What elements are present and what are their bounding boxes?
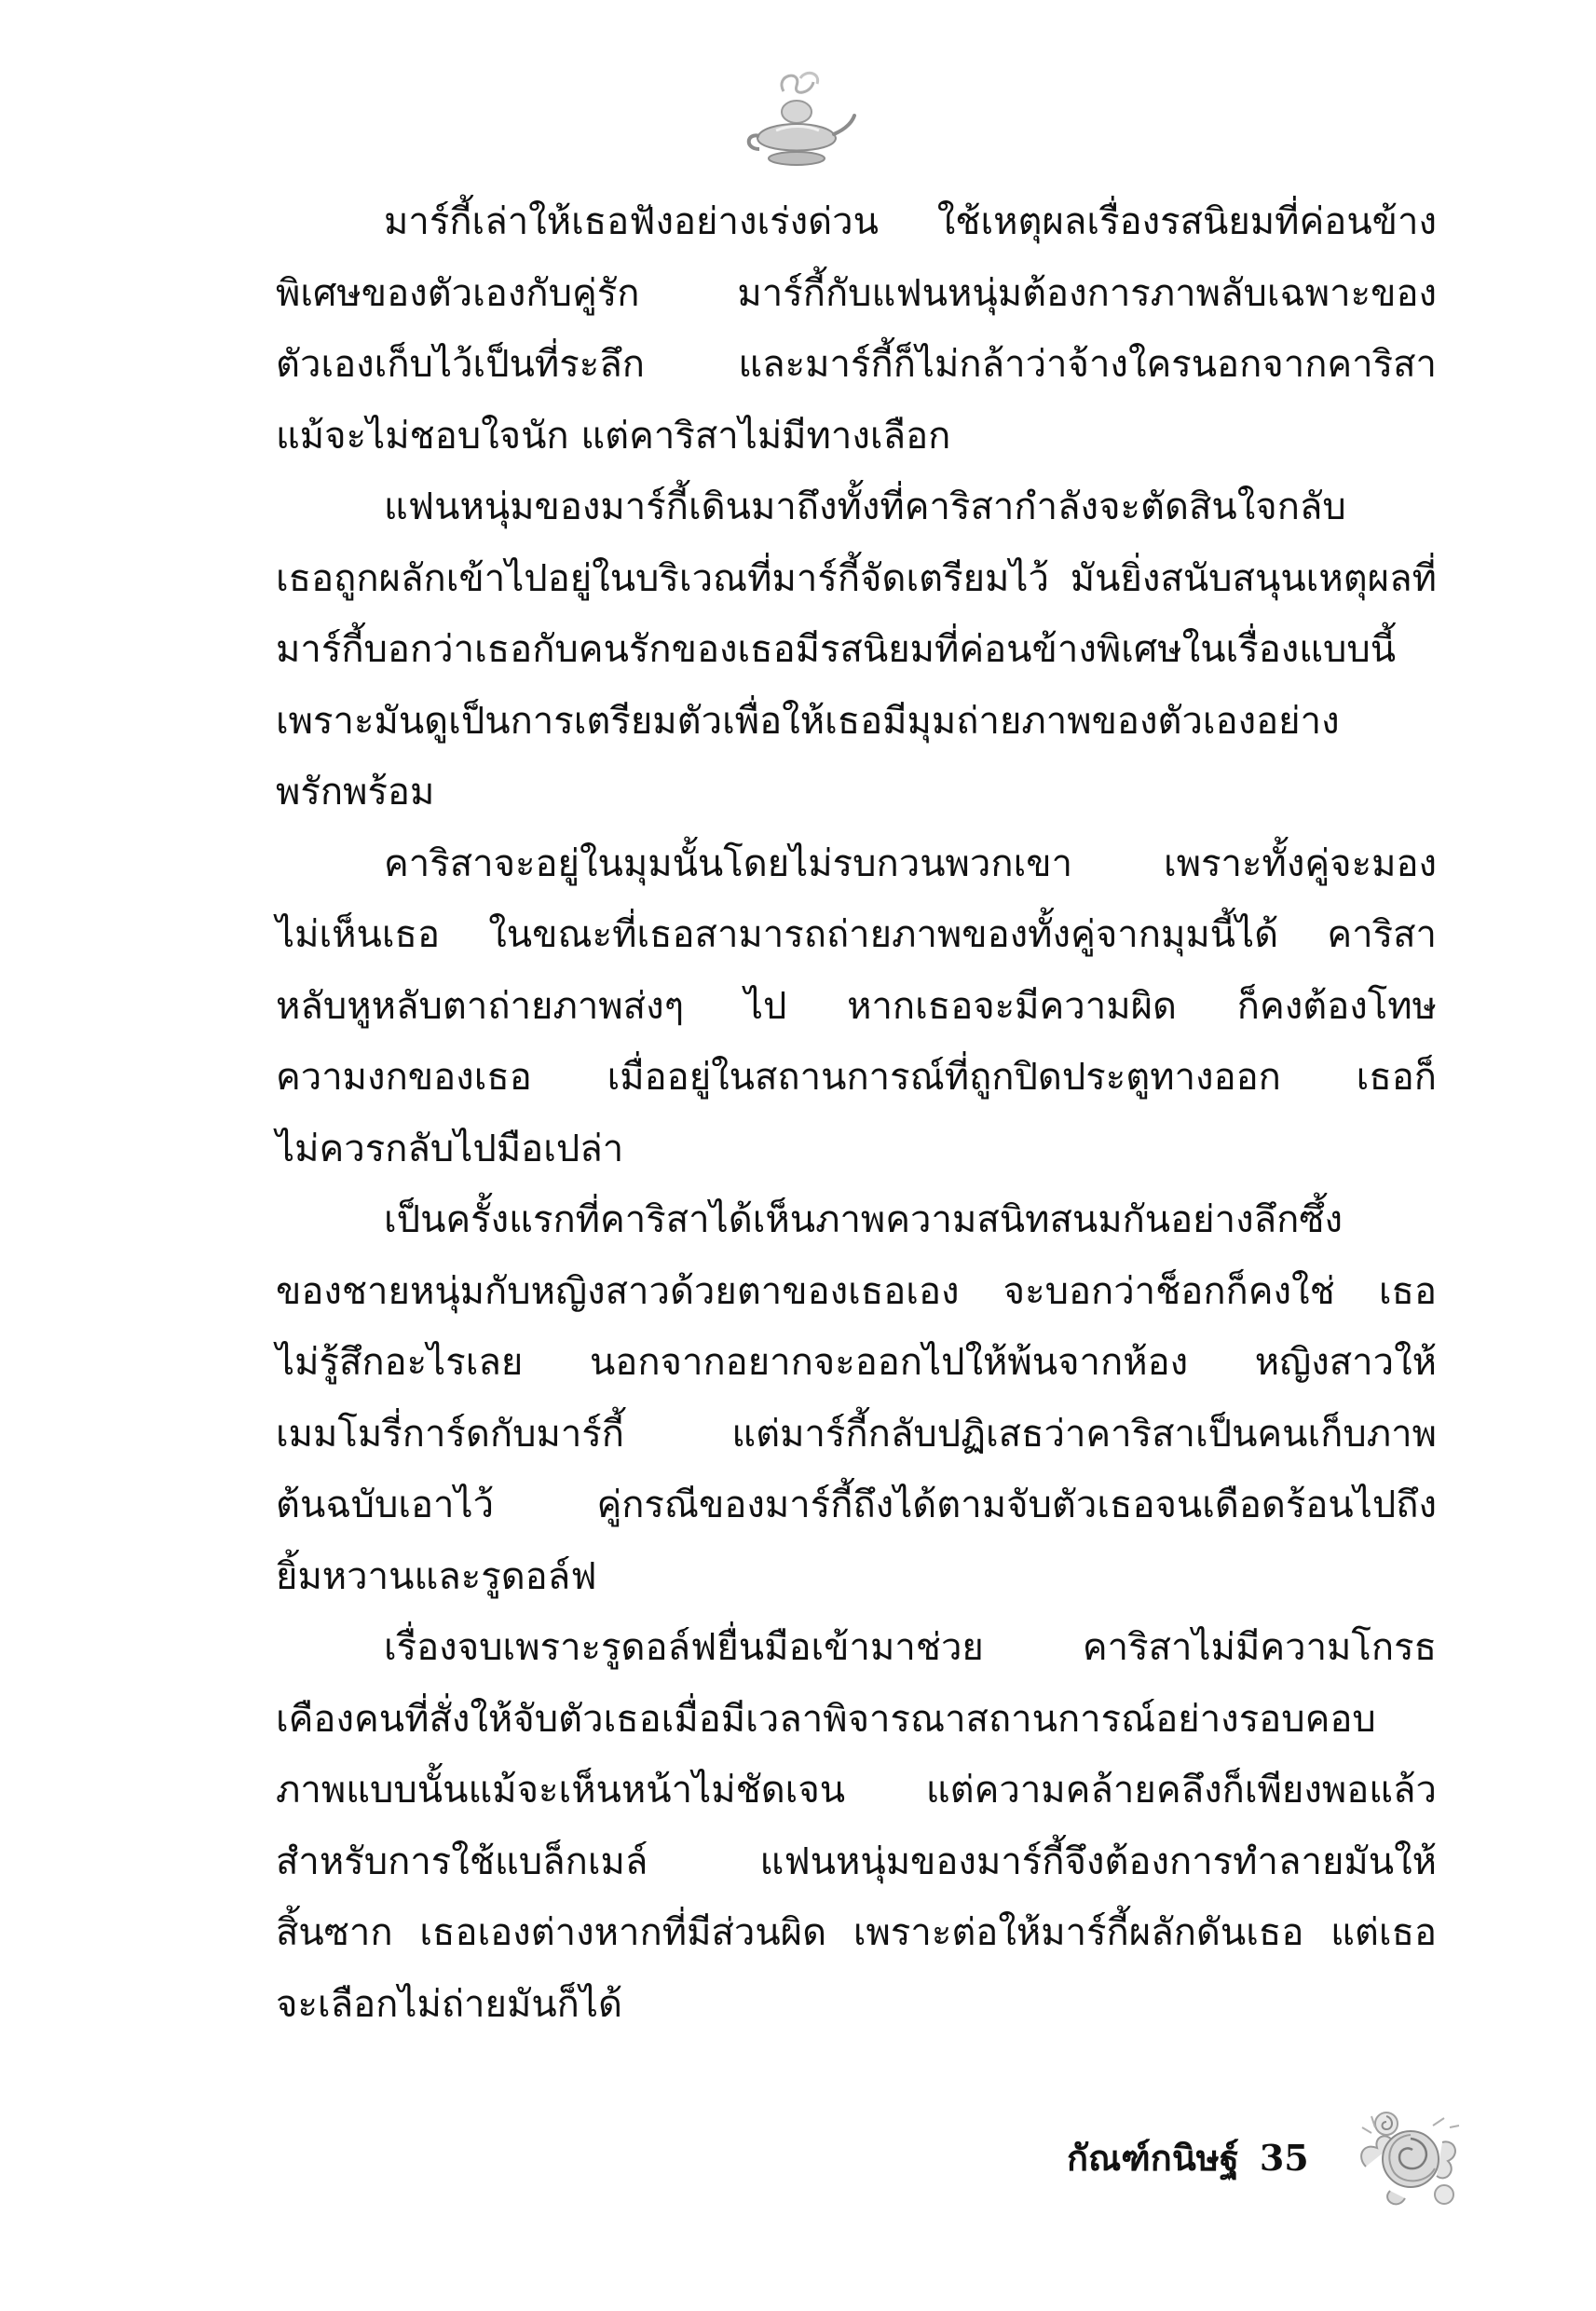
paragraph-2 [276, 472, 1437, 828]
text-line: ไม่เห็นเธอ ในขณะที่เธอสามารถถ่ายภาพของทั้งคู่จากมุมนี้ได้ คาริสา [276, 913, 1437, 956]
text-line: มาร์กี้บอกว่าเธอกับคนรักของเธอมีรสนิยมที่ค่อนข้างพิเศษในเรื่องแบบนี้ [276, 628, 1397, 671]
text-line: เพราะมันดูเป็นการเตรียมตัวเพื่อให้เธอมีมุมถ่ายภาพของตัวเองอย่าง [276, 699, 1340, 743]
text-line: ต้นฉบับเอาไว้ คู่กรณีของมาร์กี้ถึงได้ตามจับตัวเธอจนเดือดร้อนไปถึง [276, 1484, 1437, 1526]
text-line: พรักพร้อม [276, 771, 435, 814]
text-line: ภาพแบบนั้นแม้จะเห็นหน้าไม่ชัดเจน แต่ความคล้ายคลึงก็เพียงพอแล้ว [276, 1769, 1437, 1812]
text-line: สิ้นซาก เธอเองต่างหากที่มีส่วนผิด เพราะต่อให้มาร์กี้ผลักดันเธอ แต่เธอ [276, 1911, 1437, 1954]
text-line: สำหรับการใช้แบล็กเมล์ แฟนหนุ่มของมาร์กี้จึงต้องการทำลายมันให้ [276, 1839, 1437, 1883]
text-line: ตัวเองเก็บไว้เป็นที่ระลึก และมาร์กี้ก็ไม่กล้าว่าจ้างใครนอกจากคาริสา [276, 343, 1437, 386]
text-line: ยิ้มหวานและรูดอล์ฟ [276, 1554, 597, 1598]
text-line: ไม่รู้สึกอะไรเลย นอกจากอยากจะออกไปให้พ้นจากห้อง หญิงสาวให้ [276, 1341, 1437, 1384]
text-line: เรื่องจบเพราะรูดอล์ฟยื่นมือเข้ามาช่วย คาริสาไม่มีความโกรธ [384, 1626, 1437, 1669]
paragraph-4 [276, 1184, 1437, 1612]
body-text [276, 186, 1437, 2040]
text-line: คาริสาจะอยู่ในมุมนั้นโดยไม่รบกวนพวกเขา เพราะทั้งคู่จะมอง [384, 841, 1437, 885]
paragraph-1 [276, 186, 1437, 472]
text-line: เคืองคนที่สั่งให้จับตัวเธอเมื่อมีเวลาพิจารณาสถานการณ์อย่างรอบคอบ [276, 1697, 1376, 1741]
text-line: แม้จะไม่ชอบใจนัก แต่คาริสาไม่มีทางเลือก [276, 414, 951, 458]
book-title: กัณฑ์กนิษฐ์ [1067, 2136, 1239, 2179]
page-number: 35 [1259, 2136, 1309, 2179]
text-line: จะเลือกไม่ถ่ายมันก็ได้ [276, 1982, 622, 2026]
text-line: หลับหูหลับตาถ่ายภาพส่งๆ ไป หากเธอจะมีความผิด ก็คงต้องโทษ [276, 984, 1437, 1028]
text-line: ไม่ควรกลับไปมือเปล่า [276, 1127, 624, 1170]
paragraph-5 [276, 1612, 1437, 2040]
text-line: เธอถูกผลักเข้าไปอยู่ในบริเวณที่มาร์กี้จัดเตรียมไว้ มันยิ่งสนับสนุนเหตุผลที่ [276, 556, 1437, 600]
page-footer [1067, 2120, 1309, 2195]
magic-lamp-icon [737, 65, 858, 186]
text-line: เป็นครั้งแรกที่คาริสาได้เห็นภาพความสนิทสนมกันอย่างลึกซึ้ง [384, 1198, 1344, 1241]
text-line: พิเศษของตัวเองกับคู่รัก มาร์กี้กับแฟนหนุ่มต้องการภาพลับเฉพาะของ [276, 271, 1437, 315]
text-line: มาร์กี้เล่าให้เธอฟังอย่างเร่งด่วน ใช้เหตุผลเรื่องรสนิยมที่ค่อนข้าง [384, 200, 1437, 243]
paragraph-3 [276, 828, 1437, 1185]
text-line: ความงกของเธอ เมื่ออยู่ในสถานการณ์ที่ถูกปิดประตูทางออก เธอก็ [276, 1056, 1437, 1099]
text-line: แฟนหนุ่มของมาร์กี้เดินมาถึงทั้งที่คาริสากำลังจะตัดสินใจกลับ [384, 485, 1346, 528]
rose-flower-icon [1353, 2101, 1465, 2213]
text-line: ของชายหนุ่มกับหญิงสาวด้วยตาของเธอเอง จะบอกว่าช็อกก็คงใช่ เธอ [276, 1269, 1437, 1313]
text-line: เมมโมรี่การ์ดกับมาร์กี้ แต่มาร์กี้กลับปฏิเสธว่าคาริสาเป็นคนเก็บภาพ [276, 1412, 1437, 1456]
